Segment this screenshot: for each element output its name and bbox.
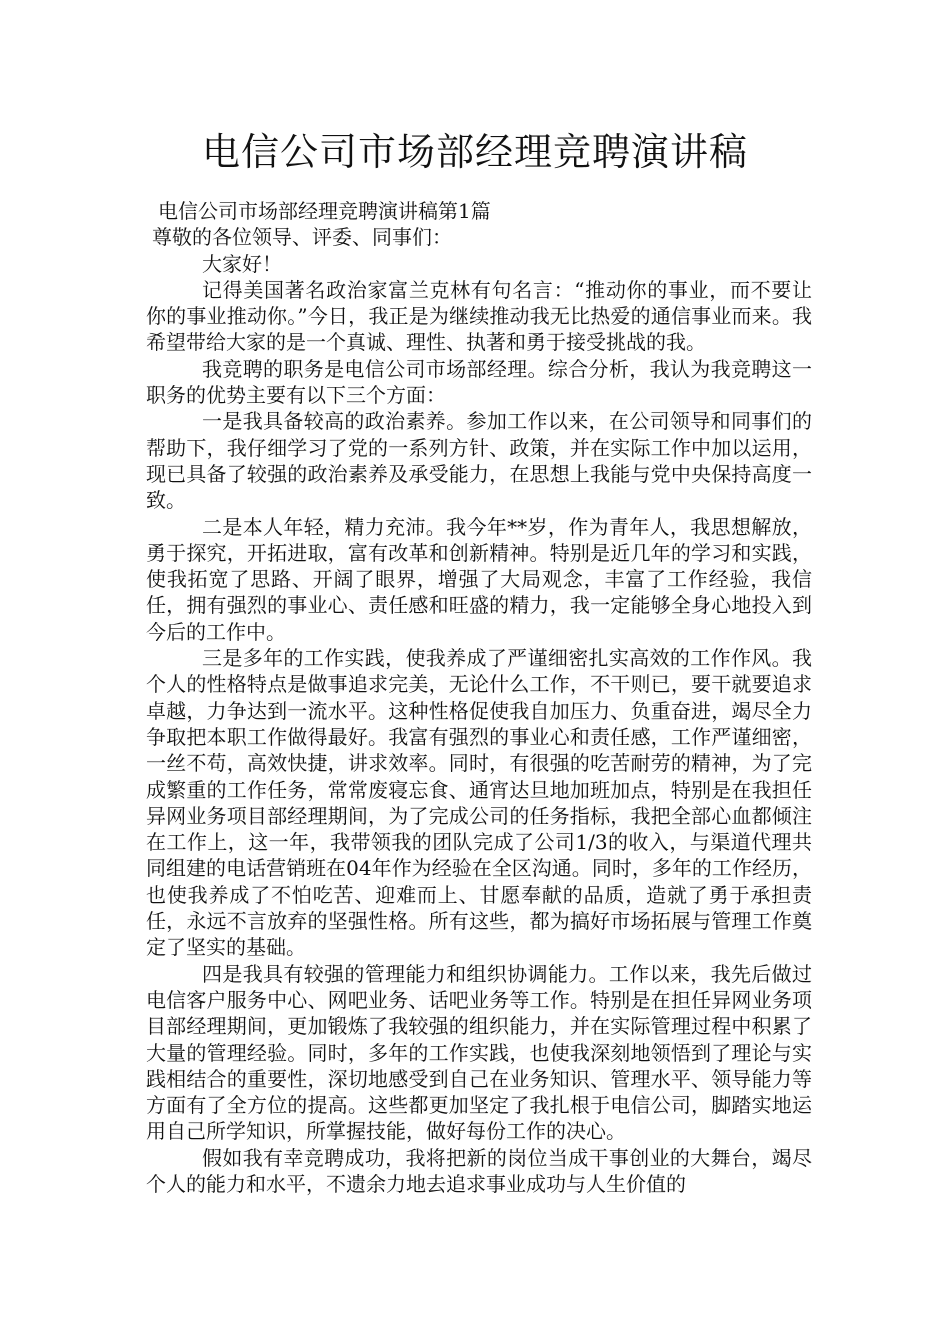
paragraph-point-three: 三是多年的工作实践，使我养成了严谨细密扎实高效的工作作风。我个人的性格特点是做事追求完美，无论什么工作，不干则已，要干就要追求卓越，力争达到一流水平。这种性格促使我自加压力、负重奋进，竭尽全力争取把本职工作做得最好。我富有强烈的事业心和责任感，工作严谨细密，一丝不苟，高效快捷，讲求效率。同时，有很强的吃苦耐劳的精神，为了完成繁重的工作任务，常常废寝忘食、通宵达旦地加班加点，特别是在我担任异网业务项目部经理期间，为了完成公司的任务指标，我把全部心血都倾注在工作上，这一年，我带领我的团队完成了公司1/3的收入，与渠道代理共同组建的电话营销班在04年作为经验在全区沟通。同时，多年的工作经历，也使我养成了不怕吃苦、迎难而上、甘愿奉献的品质，造就了勇于承担责任，永远不言放弃的坚强性格。所有这些，都为搞好市场拓展与管理工作奠定了坚实的基础。 [146,646,812,960]
document-body [146,198,812,1197]
paragraph-point-one: 一是我具备较高的政治素养。参加工作以来，在公司领导和同事们的帮助下，我仔细学习了党的一系列方针、政策，并在实际工作中加以运用，现已具备了较强的政治素养及承受能力，在思想上我能与党中央保持高度一致。 [146,409,812,513]
paragraph-point-two: 二是本人年轻，精力充沛。我今年**岁，作为青年人，我思想解放，勇于探究，开拓进取，富有改革和创新精神。特别是近几年的学习和实践，使我拓宽了思路、开阔了眼界，增强了大局观念，丰富了工作经验，我信任，拥有强烈的事业心、责任感和旺盛的精力，我一定能够全身心地投入到今后的工作中。 [146,514,812,644]
paragraph-quote: 记得美国著名政治家富兰克林有句名言：“推动你的事业，而不要让你的事业推动你。”今日，我正是为继续推动我无比热爱的通信事业而来。我希望带给大家的是一个真诚、理性、执著和勇于接受挑战的我。 [146,277,812,355]
paragraph-closing: 假如我有幸竞聘成功，我将把新的岗位当成干事创业的大舞台，竭尽个人的能力和水平，不遗余力地去追求事业成功与人生价值的 [146,1145,812,1196]
document-title: 电信公司市场部经理竞聘演讲稿 [201,130,748,174]
paragraph-point-four: 四是我具有较强的管理能力和组织协调能力。工作以来，我先后做过电信客户服务中心、网吧业务、话吧业务等工作。特别是在担任异网业务项目部经理期间，更加锻炼了我较强的组织能力，并在实际管理过程中积累了大量的管理经验。同时，多年的工作实践，也使我深刻地领悟到了理论与实践相结合的重要性，深切地感受到自己在业务知识、管理水平、领导能力等方面有了全方位的提高。这些都更加坚定了我扎根于电信公司，脚踏实地运用自己所学知识，所掌握技能，做好每份工作的决心。 [146,961,812,1144]
paragraph-greeting: 大家好！ [202,251,282,276]
paragraph-position: 我竞聘的职务是电信公司市场部经理。综合分析，我认为我竞聘这一职务的优势主要有以下三个方面： [146,356,812,408]
salutation: 尊敬的各位领导、评委、同事们： [152,225,452,250]
document-subtitle: 电信公司市场部经理竞聘演讲稿第1篇 [158,199,491,223]
